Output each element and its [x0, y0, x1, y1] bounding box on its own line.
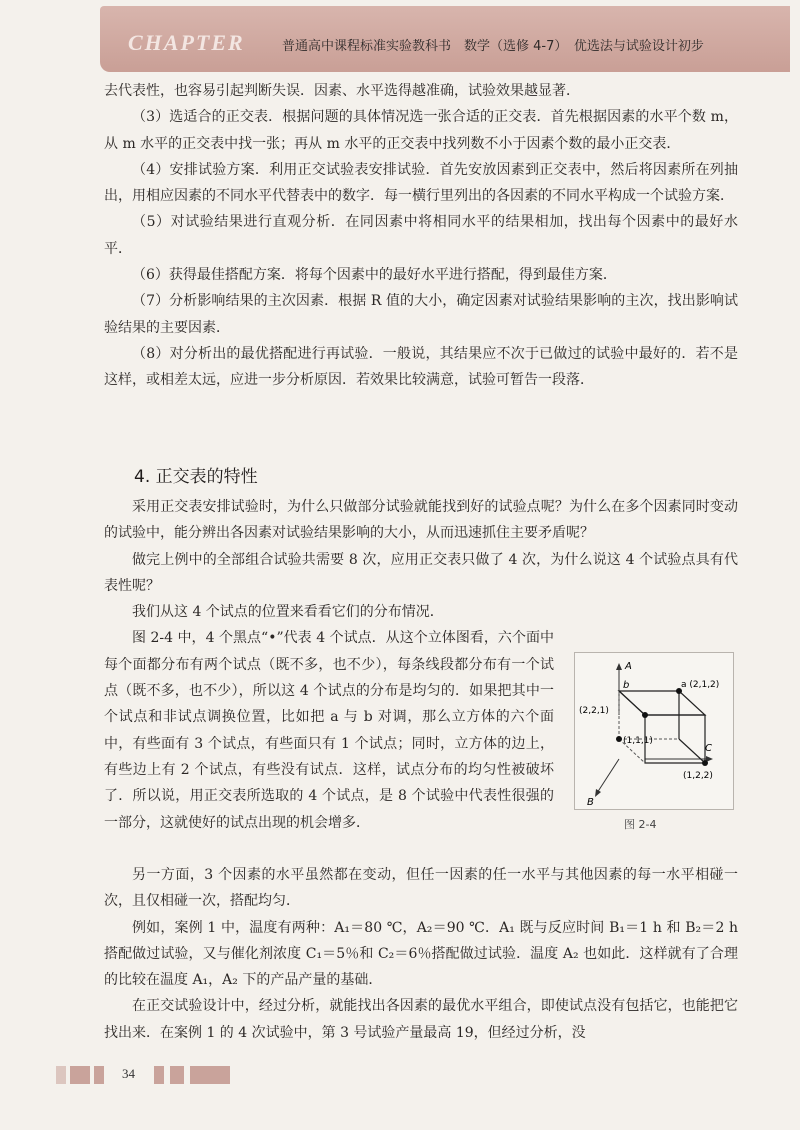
footer-decoration [190, 1066, 230, 1084]
paragraph: （8）对分析出的最优搭配进行再试验．一般说，其结果应不次于已做过的试验中最好的．若不是这样，或相差太远，应进一步分析原因．若效果比较满意，试验可暂告一段落． [104, 345, 738, 389]
paragraph: （3）选适合的正交表．根据问题的具体情况选一张合适的正交表．首先根据因素的水平个数 m，从 m 水平的正交表中找一张；再从 m 水平的正交表中找列数不小于因素个数的最小正交表． [104, 109, 738, 152]
paragraph: （4）安排试验方案．利用正交试验表安排试验．首先安放因素到正交表中，然后将因素所在列抽出，用相应因素的不同水平代替表中的数字．每一横行里列出的各因素的不同水平构成一个试验方案． [104, 161, 738, 205]
paragraph: 去代表性，也容易引起判断失误．因素、水平选得越准确，试验效果越显著． [104, 83, 580, 99]
axis-a-arrow [616, 663, 622, 670]
page-number: 34 [122, 1066, 135, 1081]
paragraph: 在正交试验设计中，经过分析，就能找出各因素的最优水平组合，即使试点没有包括它，也能把它找出来．在案例 1 的 4 次试验中，第 3 号试验产量最高 19，但经过分析，没 [104, 998, 738, 1041]
cube-figure [574, 652, 734, 810]
body-text-top [104, 78, 738, 394]
paragraph: 采用正交表安排试验时，为什么只做部分试验就能找到好的试验点呢？为什么在多个因素同时变动的试验中，能分辨出各因素对试验结果影响的大小，从而迅速抓住主要矛盾呢？ [104, 499, 738, 542]
axis-c-label: C [705, 743, 712, 754]
point-111-label: (1,1,1) [623, 736, 653, 746]
point-b-label: b [623, 680, 630, 691]
footer-decoration [94, 1066, 104, 1084]
figure-paragraph: 图 2-4 中，4 个黑点“•”代表 4 个试点．从这个立体图看，六个面中每个面都分布有两个试点（既不多，也不少），每条线段都分布有一个试点（既不多，也不少），所以这 4 个试点的分布是均匀的．如果把其中一个试点和非试点调换位置，比如把 a 与 b 对调，那么立方体的六个面中，有些面有 3 个试点，有些面只有 1 个试点；同时，立方体的边上，有些边上有 2 个试点，有些没有试点．这样，试点分布的均匀性被破坏了．所以说，用正交表所选取的 4 个试点，是 8 个试验中代表性很强的一部分，这就使好的试点出现的机会增多． [104, 630, 554, 831]
point-122-label: (1,2,2) [683, 771, 713, 781]
body-text-bottom [104, 862, 738, 1046]
chapter-word: CHAPTER [128, 30, 245, 55]
axis-b-label: B [587, 797, 594, 808]
point-221-label: (2,2,1) [579, 706, 609, 716]
paragraph: （6）获得最佳搭配方案．将每个因素中的最好水平进行搭配，得到最佳方案． [132, 267, 617, 284]
trial-point-221 [642, 712, 648, 718]
figure-caption: 图 2-4 [624, 818, 657, 831]
section-title: 4. 正交表的特性 [134, 467, 258, 487]
paragraph: 做完上例中的全部组合试验共需要 8 次，应用正交表只做了 4 次，为什么说这 4 个试验点具有代表性呢？ [104, 551, 738, 594]
axis-b-line [597, 759, 619, 793]
trial-point-111 [616, 736, 622, 742]
axis-a-label: A [625, 661, 632, 672]
paragraph: 另一方面，3 个因素的水平虽然都在变动，但任一因素的任一水平与其他因素的每一水平相碰一次，且仅相碰一次，搭配均匀． [104, 867, 738, 910]
chapter-header [100, 6, 790, 72]
paragraph: （5）对试验结果进行直观分析．在同因素中将相同水平的结果相加，找出每个因素中的最好水平． [104, 214, 738, 257]
trial-point-122 [702, 760, 708, 766]
paragraph: 例如，案例 1 中，温度有两种：A₁＝80 ℃，A₂＝90 ℃．A₁ 既与反应时间 B₁＝1 h 和 B₂＝2 h 搭配做过试验，又与催化剂浓度 C₁＝5％和 C₂＝6％搭配做过试验．温度 A₂ 也如此．这样就有了合理的比较在温度 A₁，A₂ 下的产品产量的基础． [104, 919, 738, 989]
paragraph: 我们从这 4 个试点的位置来看看它们的分布情况． [132, 604, 444, 621]
point-a-label: a (2,1,2) [681, 680, 720, 690]
footer-decoration [70, 1066, 90, 1084]
footer-decoration [170, 1066, 184, 1084]
cube-edge [619, 691, 645, 715]
axis-b-arrow [595, 789, 601, 797]
footer-decoration [56, 1066, 66, 1084]
book-title: 普通高中课程标准实验教科书 数学（选修 4-7） 优选法与试验设计初步 [282, 39, 704, 54]
footer-decoration [154, 1066, 164, 1084]
paragraph: （7）分析影响结果的主次因素．根据 R 值的大小，确定因素对试验结果影响的主次，找出影响试验结果的主要因素． [104, 293, 738, 336]
